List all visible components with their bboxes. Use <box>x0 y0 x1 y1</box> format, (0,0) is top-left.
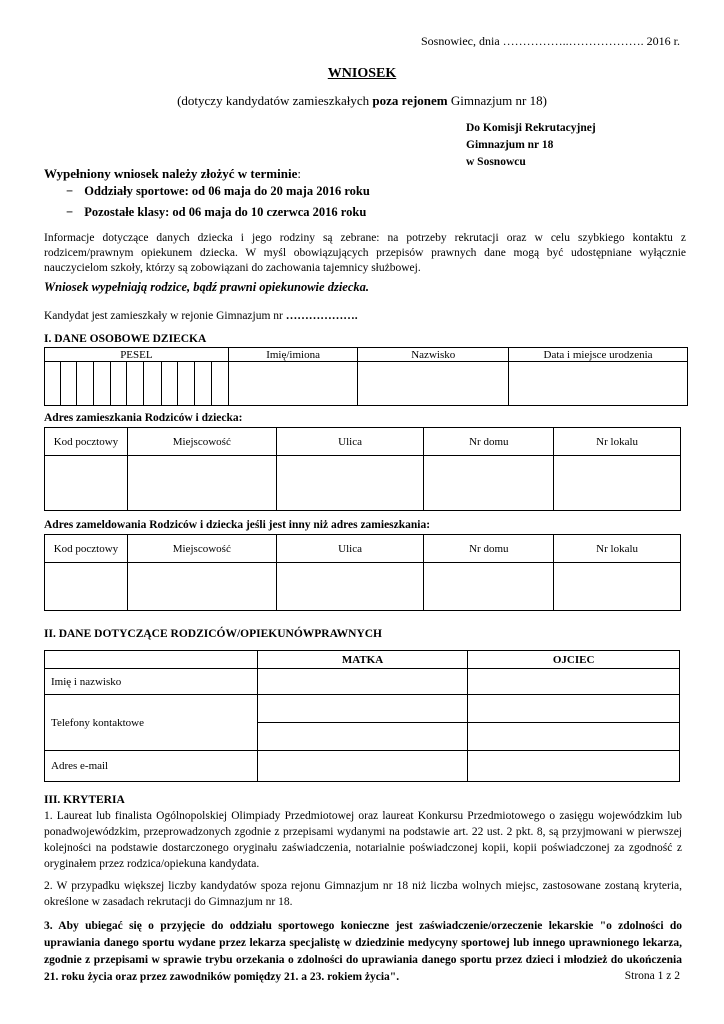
city-field[interactable] <box>127 456 276 511</box>
place-date: Sosnowiec, dnia ……………..………………. 2016 r. <box>421 34 680 48</box>
house-number-field[interactable] <box>424 563 554 611</box>
house-number-header: Nr domu <box>424 535 554 563</box>
document-title: WNIOSEK <box>327 66 397 81</box>
pesel-digit-field[interactable] <box>211 362 228 406</box>
last-name-header: Nazwisko <box>358 348 509 362</box>
city-header: Miejscowość <box>127 535 276 563</box>
pesel-digit-field[interactable] <box>77 362 94 406</box>
father-phone-field[interactable] <box>468 695 680 723</box>
residence-address-table <box>44 427 681 511</box>
pesel-digit-field[interactable] <box>61 362 77 406</box>
pesel-digit-field[interactable] <box>194 362 211 406</box>
pesel-digit-field[interactable] <box>45 362 61 406</box>
first-name-header: Imię/imiona <box>228 348 358 362</box>
parents-corner-cell <box>45 651 258 669</box>
pesel-header: PESEL <box>45 348 229 362</box>
pesel-digit-field[interactable] <box>161 362 177 406</box>
section-2-title: II. DANE DOTYCZĄCE RODZICÓW/OPIEKUNÓWPRAWNYCH <box>44 628 382 640</box>
info-paragraph: Informacje dotyczące danych dziecka i jego rodziny są zebrane: na potrzeby rekrutacji oraz w celu szybkiego kontaktu z rodzicem/prawnym opiekunem dziecka. W myśl obowiązujących przepisów prawnych dane mogą być udostępniane wyłącznie nauczycielom szkoły, którzy są zobowiązani do zachowania tajemnicy służbowej. <box>44 232 686 274</box>
apartment-number-field[interactable] <box>554 563 681 611</box>
deadline-intro: Wypełniony wniosek należy złożyć w terminie: <box>44 166 301 181</box>
postal-code-field[interactable] <box>45 563 128 611</box>
address-residence-title: Adres zamieszkania Rodziców i dziecka: <box>44 412 243 424</box>
registration-address-table <box>44 534 681 611</box>
criteria-paragraph-2: 2. W przypadku większej liczby kandydatów spoza rejonu Gimnazjum nr 18 niż liczba wolnych miejsc, zastosowane zostaną kryteria, określone w zasadach rekrutacji do Gimnazjum nr 18. <box>44 880 682 908</box>
apartment-number-header: Nr lokalu <box>554 535 681 563</box>
row-label-phone: Telefony kontaktowe <box>45 695 258 751</box>
dash-bullet-icon: − <box>66 205 74 219</box>
document-subtitle: (dotyczy kandydatów zamieszkałych poza rejonem Gimnazjum nr 18) <box>177 93 547 108</box>
postal-code-header: Kod pocztowy <box>45 535 128 563</box>
pesel-digit-field[interactable] <box>127 362 144 406</box>
section-3-title: III. KRYTERIA <box>44 794 125 806</box>
father-name-field[interactable] <box>468 669 680 695</box>
birth-header: Data i miejsce urodzenia <box>509 348 688 362</box>
street-field[interactable] <box>276 563 424 611</box>
mother-header: MATKA <box>257 651 468 669</box>
mother-name-field[interactable] <box>257 669 468 695</box>
city-header: Miejscowość <box>127 428 276 456</box>
dash-bullet-icon: − <box>66 184 74 198</box>
father-email-field[interactable] <box>468 751 680 782</box>
street-header: Ulica <box>276 535 424 563</box>
city-field[interactable] <box>127 563 276 611</box>
address-registration-title: Adres zameldowania Rodziców i dziecka jeśli jest inny niż adres zamieszkania: <box>44 519 431 531</box>
candidate-line: Kandydat jest zamieszkały w rejonie Gimnazjum nr ………………. <box>44 310 358 322</box>
father-phone-field[interactable] <box>468 723 680 751</box>
postal-code-header: Kod pocztowy <box>45 428 128 456</box>
section-1-title: I. DANE OSOBOWE DZIECKA <box>44 333 207 345</box>
house-number-field[interactable] <box>424 456 554 511</box>
deadline-item-other: − Pozostałe klasy: od 06 maja do 10 czerwca 2016 roku <box>66 205 367 219</box>
deadline-item-sport: − Oddziały sportowe: od 06 maja do 20 maja 2016 roku <box>66 184 370 198</box>
pesel-digit-field[interactable] <box>94 362 111 406</box>
criteria-paragraph-3: 3. Aby ubiegać się o przyjęcie do oddziału sportowego konieczne jest zaświadczenie/orzeczenie lekarskie "o zdolności do uprawiania danego sportu wydane przez lekarza specjalistę w dziedzinie medycyny sportowej lub innego uprawnionego lekarza, zgodnie z przepisami w sprawie trybu orzekania o zdolności do uprawiania danego sportu przez dzieci i młodzież do ukończenia 21. roku życia oraz przez zawodników pomiędzy 21. a 23. rokiem życia". <box>44 920 682 983</box>
postal-code-field[interactable] <box>45 456 128 511</box>
recipient-line: Do Komisji Rekrutacyjnej <box>466 122 596 134</box>
first-name-field[interactable] <box>228 362 358 406</box>
street-field[interactable] <box>276 456 424 511</box>
recipient-block <box>466 120 596 171</box>
house-number-header: Nr domu <box>424 428 554 456</box>
last-name-field[interactable] <box>358 362 509 406</box>
row-label-name: Imię i nazwisko <box>45 669 258 695</box>
parents-data-table <box>44 650 680 782</box>
pesel-digit-field[interactable] <box>177 362 194 406</box>
child-data-table <box>44 347 688 406</box>
pesel-digit-field[interactable] <box>111 362 127 406</box>
recipient-line: w Sosnowcu <box>466 156 526 168</box>
mother-phone-field[interactable] <box>257 695 468 723</box>
apartment-number-header: Nr lokalu <box>554 428 681 456</box>
street-header: Ulica <box>276 428 424 456</box>
mother-email-field[interactable] <box>257 751 468 782</box>
apartment-number-field[interactable] <box>554 456 681 511</box>
mother-phone-field[interactable] <box>257 723 468 751</box>
birth-date-place-field[interactable] <box>509 362 688 406</box>
row-label-email: Adres e-mail <box>45 751 258 782</box>
criteria-paragraph-1: 1. Laureat lub finalista Ogólnopolskiej Olimpiady Przedmiotowej oraz laureat Konkursu Przedmiotowego o zasięgu wojewódzkim lub ponadwojewódzkim, przeprowadzonych zgodnie z przepisami wydanymi na podstawie art. 22 ust. 2 pkt. 8, są przyjmowani w pierwszej kolejności na podstawie dostarczonego oryginału zaświadczenia, notarialnie poświadczonej kopii, kopii poświadczonej za zgodność z oryginałem przez rodzica/opiekuna kandydata. <box>44 810 682 870</box>
recipient-line: Gimnazjum nr 18 <box>466 139 554 151</box>
page-number: Strona 1 z 2 <box>619 970 680 982</box>
father-header: OJCIEC <box>468 651 680 669</box>
info-note: Wniosek wypełniają rodzice, bądź prawni opiekunowie dziecka. <box>44 280 370 294</box>
pesel-digit-field[interactable] <box>144 362 161 406</box>
